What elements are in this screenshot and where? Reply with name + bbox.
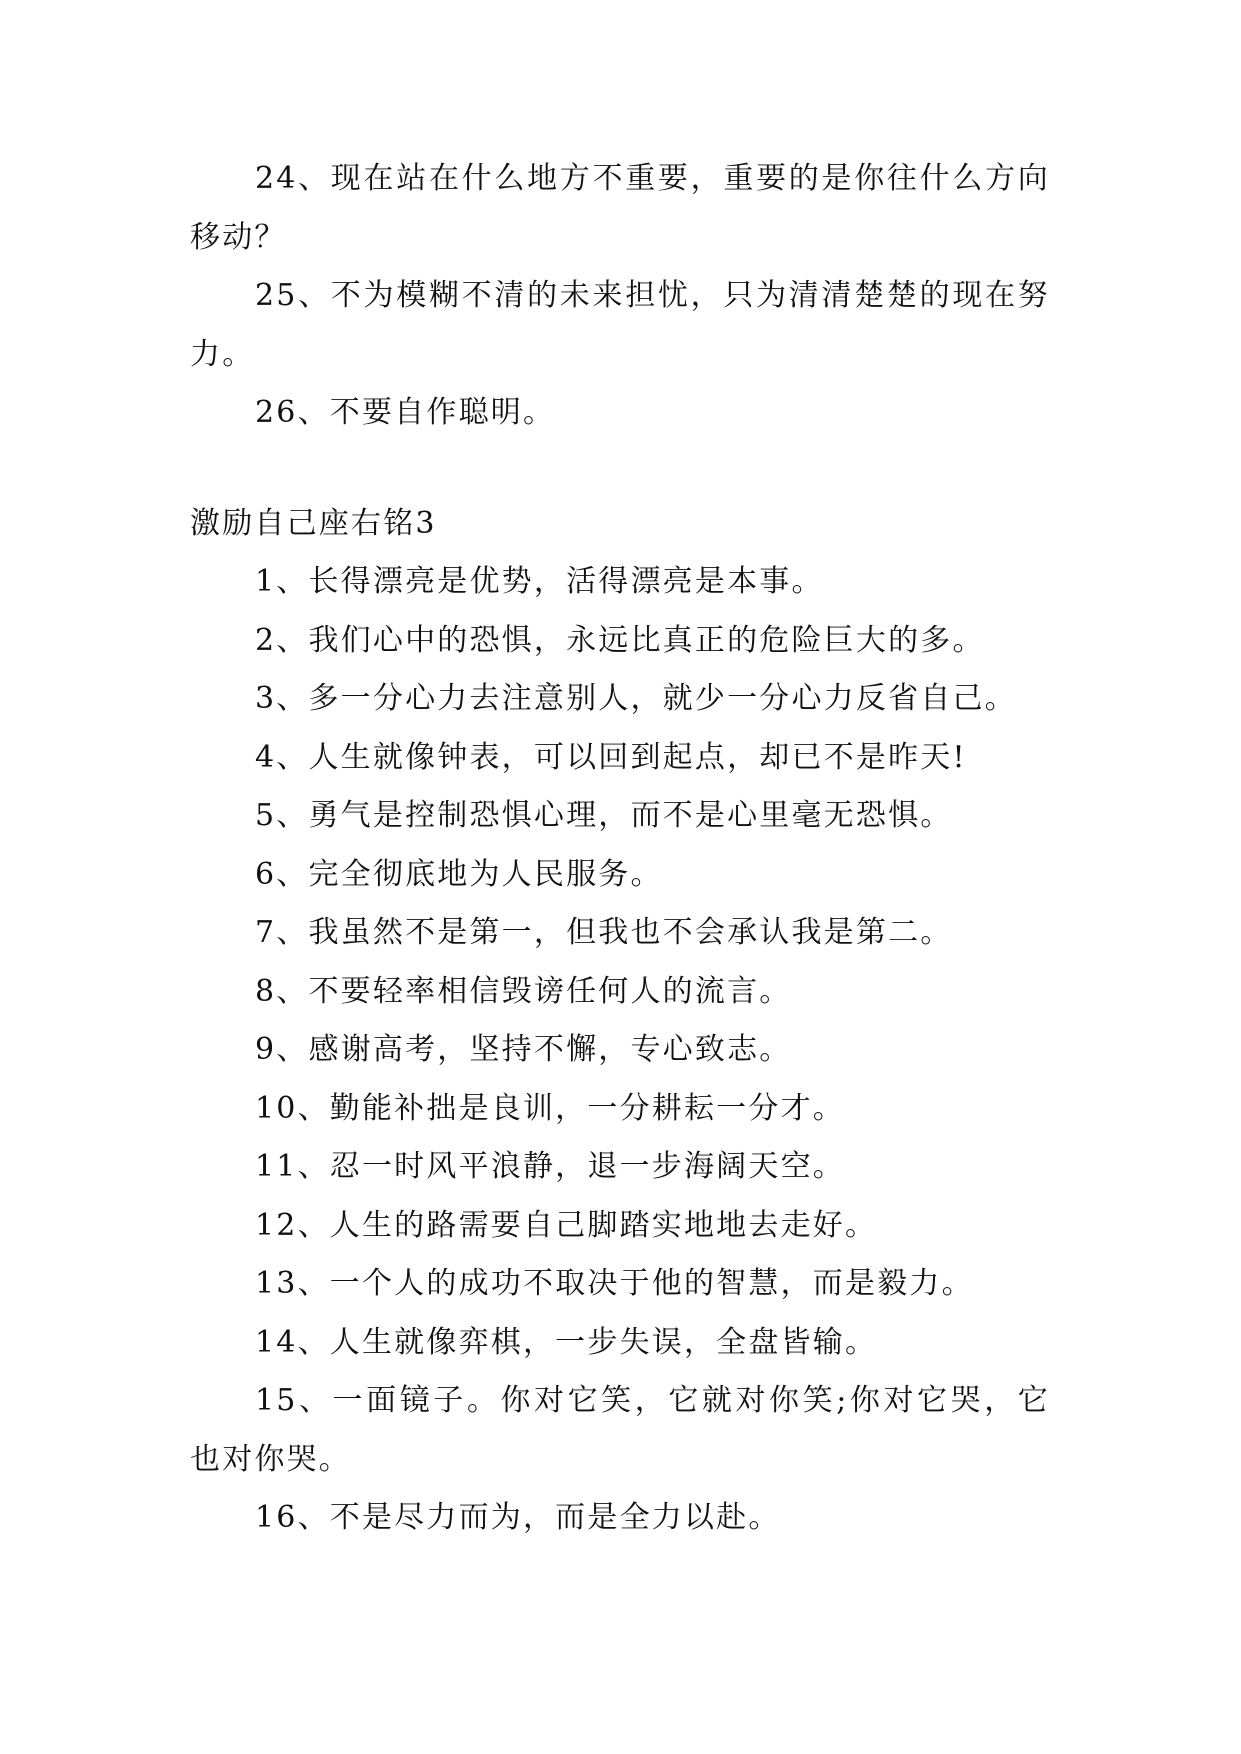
quote-item: 6、完全彻底地为人民服务。 <box>255 856 663 892</box>
quote-item: 14、人生就像弈棋，一步失误，全盘皆输。 <box>255 1324 878 1360</box>
quote-item: 2、我们心中的恐惧，永远比真正的危险巨大的多。 <box>255 622 985 658</box>
quote-item: 12、人生的路需要自己脚踏实地地去走好。 <box>255 1207 878 1243</box>
quote-item: 13、一个人的成功不取决于他的智慧，而是毅力。 <box>255 1266 974 1301</box>
quote-item: 25、不为模糊不清的未来担忧，只为清清楚楚的现在努力。 <box>190 278 1050 372</box>
section-heading: 激励自己座右铭3 <box>190 505 437 541</box>
quote-item: 8、不要轻率相信毁谤任何人的流言。 <box>255 973 792 1009</box>
quote-item: 4、人生就像钟表，可以回到起点，却已不是昨天! <box>255 739 967 775</box>
quote-item: 5、勇气是控制恐惧心理，而不是心里毫无恐惧。 <box>255 798 953 833</box>
quote-item: 7、我虽然不是第一，但我也不会承认我是第二。 <box>255 915 953 950</box>
quote-item: 24、现在站在什么地方不重要，重要的是你往什么方向移动？ <box>190 161 1050 255</box>
quote-item: 9、感谢高考，坚持不懈，专心致志。 <box>255 1032 792 1067</box>
quote-item: 11、忍一时风平浪静，退一步海阔天空。 <box>255 1149 845 1184</box>
quote-item: 1、长得漂亮是优势，活得漂亮是本事。 <box>255 564 824 599</box>
section-spacer <box>190 443 1050 495</box>
document-body <box>190 150 1050 1548</box>
quote-item: 3、多一分心力去注意别人，就少一分心力反省自己。 <box>255 681 1017 716</box>
quote-item: 15、一面镜子。你对它笑，它就对你笑;你对它哭，它也对你哭。 <box>190 1383 1050 1477</box>
quote-item: 10、勤能补拙是良训，一分耕耘一分才。 <box>255 1090 845 1126</box>
quote-item: 26、不要自作聪明。 <box>255 395 556 430</box>
quote-item: 16、不是尽力而为，而是全力以赴。 <box>255 1500 781 1535</box>
